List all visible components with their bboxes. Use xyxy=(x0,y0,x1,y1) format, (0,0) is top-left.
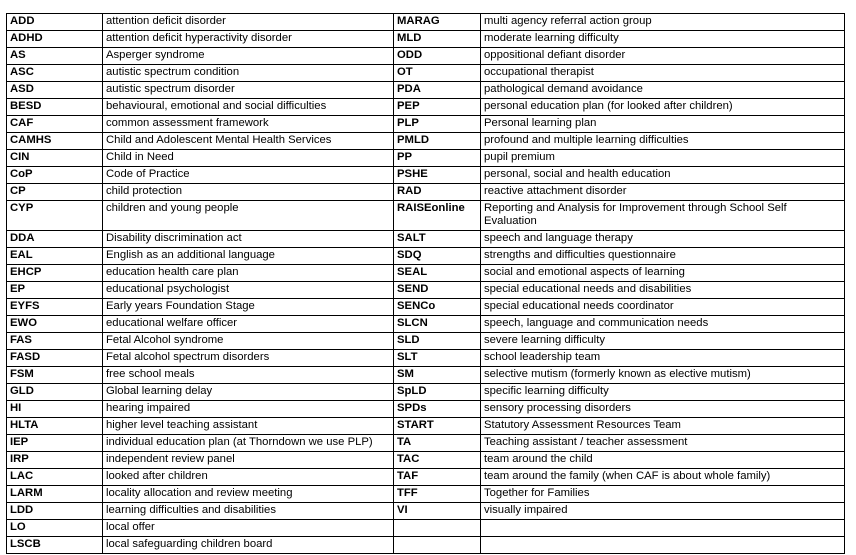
abbreviation-cell: PMLD xyxy=(394,133,481,150)
abbreviation-cell: DDA xyxy=(7,231,103,248)
abbreviation-cell: AS xyxy=(7,48,103,65)
abbreviation-cell: SDQ xyxy=(394,248,481,265)
definition-cell: autistic spectrum disorder xyxy=(103,82,394,99)
abbreviation-cell: EYFS xyxy=(7,299,103,316)
table-row xyxy=(7,184,845,201)
abbreviation-cell: TAC xyxy=(394,452,481,469)
abbreviation-cell: EWO xyxy=(7,316,103,333)
abbreviation-cell xyxy=(394,537,481,554)
table-row xyxy=(7,520,845,537)
definition-cell: occupational therapist xyxy=(481,65,845,82)
abbreviation-cell: LARM xyxy=(7,486,103,503)
abbreviation-cell: SLD xyxy=(394,333,481,350)
abbreviations-table xyxy=(6,13,845,554)
abbreviation-cell: CIN xyxy=(7,150,103,167)
definition-cell: pupil premium xyxy=(481,150,845,167)
abbreviations-table-body xyxy=(7,14,845,554)
definition-cell: multi agency referral action group xyxy=(481,14,845,31)
table-row xyxy=(7,350,845,367)
definition-cell xyxy=(481,537,845,554)
table-row xyxy=(7,435,845,452)
definition-cell: Child in Need xyxy=(103,150,394,167)
abbreviation-cell: PP xyxy=(394,150,481,167)
abbreviation-cell: TA xyxy=(394,435,481,452)
abbreviation-cell: EAL xyxy=(7,248,103,265)
definition-cell: education health care plan xyxy=(103,265,394,282)
abbreviation-cell: SM xyxy=(394,367,481,384)
definition-cell: personal, social and health education xyxy=(481,167,845,184)
definition-cell: school leadership team xyxy=(481,350,845,367)
definition-cell: locality allocation and review meeting xyxy=(103,486,394,503)
table-row xyxy=(7,167,845,184)
definition-cell: attention deficit disorder xyxy=(103,14,394,31)
definition-cell: learning difficulties and disabilities xyxy=(103,503,394,520)
abbreviation-cell: SLCN xyxy=(394,316,481,333)
definition-cell: attention deficit hyperactivity disorder xyxy=(103,31,394,48)
abbreviation-cell: TFF xyxy=(394,486,481,503)
table-row xyxy=(7,486,845,503)
definition-cell: Teaching assistant / teacher assessment xyxy=(481,435,845,452)
table-row xyxy=(7,14,845,31)
abbreviation-cell: LSCB xyxy=(7,537,103,554)
definition-cell: local offer xyxy=(103,520,394,537)
table-row xyxy=(7,469,845,486)
definition-cell: team around the child xyxy=(481,452,845,469)
definition-cell: severe learning difficulty xyxy=(481,333,845,350)
abbreviation-cell: FASD xyxy=(7,350,103,367)
abbreviation-cell: MLD xyxy=(394,31,481,48)
definition-cell: educational welfare officer xyxy=(103,316,394,333)
definition-cell: behavioural, emotional and social difficulties xyxy=(103,99,394,116)
definition-cell: sensory processing disorders xyxy=(481,401,845,418)
definition-cell: autistic spectrum condition xyxy=(103,65,394,82)
definition-cell: moderate learning difficulty xyxy=(481,31,845,48)
abbreviation-cell: OT xyxy=(394,65,481,82)
abbreviation-cell: PSHE xyxy=(394,167,481,184)
definition-cell: personal education plan (for looked after children) xyxy=(481,99,845,116)
definition-cell: educational psychologist xyxy=(103,282,394,299)
definition-cell: Statutory Assessment Resources Team xyxy=(481,418,845,435)
table-row xyxy=(7,333,845,350)
abbreviation-cell: IEP xyxy=(7,435,103,452)
abbreviation-cell: SPDs xyxy=(394,401,481,418)
definition-cell: pathological demand avoidance xyxy=(481,82,845,99)
abbreviation-cell: CAMHS xyxy=(7,133,103,150)
definition-cell: Child and Adolescent Mental Health Services xyxy=(103,133,394,150)
definition-cell: special educational needs coordinator xyxy=(481,299,845,316)
definition-cell: Early years Foundation Stage xyxy=(103,299,394,316)
abbreviation-cell: START xyxy=(394,418,481,435)
definition-cell: social and emotional aspects of learning xyxy=(481,265,845,282)
abbreviation-cell: CAF xyxy=(7,116,103,133)
definition-cell: team around the family (when CAF is about whole family) xyxy=(481,469,845,486)
abbreviation-cell: SLT xyxy=(394,350,481,367)
abbreviation-cell: HLTA xyxy=(7,418,103,435)
definition-cell: Asperger syndrome xyxy=(103,48,394,65)
abbreviation-cell: EP xyxy=(7,282,103,299)
definition-cell: reactive attachment disorder xyxy=(481,184,845,201)
abbreviation-cell: LDD xyxy=(7,503,103,520)
abbreviation-cell: ADHD xyxy=(7,31,103,48)
abbreviation-cell: SEAL xyxy=(394,265,481,282)
table-row xyxy=(7,31,845,48)
table-row xyxy=(7,201,845,231)
definition-cell: Together for Families xyxy=(481,486,845,503)
abbreviation-cell: LO xyxy=(7,520,103,537)
table-row xyxy=(7,265,845,282)
abbreviation-cell: CP xyxy=(7,184,103,201)
abbreviation-cell: ASD xyxy=(7,82,103,99)
abbreviation-cell: SALT xyxy=(394,231,481,248)
definition-cell: higher level teaching assistant xyxy=(103,418,394,435)
definition-cell: English as an additional language xyxy=(103,248,394,265)
abbreviation-cell: HI xyxy=(7,401,103,418)
definition-cell: local safeguarding children board xyxy=(103,537,394,554)
definition-cell xyxy=(481,520,845,537)
abbreviation-cell: SENCo xyxy=(394,299,481,316)
table-row xyxy=(7,150,845,167)
table-row xyxy=(7,116,845,133)
table-row xyxy=(7,367,845,384)
table-row xyxy=(7,418,845,435)
definition-cell: visually impaired xyxy=(481,503,845,520)
abbreviations-sheet xyxy=(6,13,844,554)
definition-cell: profound and multiple learning difficulties xyxy=(481,133,845,150)
table-row xyxy=(7,48,845,65)
abbreviation-cell: TAF xyxy=(394,469,481,486)
definition-cell: Code of Practice xyxy=(103,167,394,184)
table-row xyxy=(7,231,845,248)
table-row xyxy=(7,537,845,554)
abbreviation-cell: BESD xyxy=(7,99,103,116)
table-row xyxy=(7,65,845,82)
abbreviation-cell: ODD xyxy=(394,48,481,65)
table-row xyxy=(7,503,845,520)
definition-cell: speech, language and communication needs xyxy=(481,316,845,333)
abbreviation-cell: SpLD xyxy=(394,384,481,401)
table-row xyxy=(7,99,845,116)
abbreviation-cell: CoP xyxy=(7,167,103,184)
definition-cell: selective mutism (formerly known as elective mutism) xyxy=(481,367,845,384)
definition-cell: oppositional defiant disorder xyxy=(481,48,845,65)
abbreviation-cell: IRP xyxy=(7,452,103,469)
abbreviation-cell: EHCP xyxy=(7,265,103,282)
abbreviation-cell: ASC xyxy=(7,65,103,82)
definition-cell: speech and language therapy xyxy=(481,231,845,248)
definition-cell: Fetal alcohol spectrum disorders xyxy=(103,350,394,367)
table-row xyxy=(7,452,845,469)
abbreviation-cell: PLP xyxy=(394,116,481,133)
definition-cell: special educational needs and disabilities xyxy=(481,282,845,299)
table-row xyxy=(7,282,845,299)
table-row xyxy=(7,316,845,333)
table-row xyxy=(7,384,845,401)
table-row xyxy=(7,133,845,150)
table-row xyxy=(7,248,845,265)
definition-cell: strengths and difficulties questionnaire xyxy=(481,248,845,265)
abbreviation-cell: RAD xyxy=(394,184,481,201)
definition-cell: Fetal Alcohol syndrome xyxy=(103,333,394,350)
definition-cell: Reporting and Analysis for Improvement through School Self Evaluation xyxy=(481,201,845,231)
definition-cell: common assessment framework xyxy=(103,116,394,133)
abbreviation-cell: MARAG xyxy=(394,14,481,31)
definition-cell: Personal learning plan xyxy=(481,116,845,133)
table-row xyxy=(7,299,845,316)
abbreviation-cell xyxy=(394,520,481,537)
table-row xyxy=(7,82,845,99)
abbreviation-cell: GLD xyxy=(7,384,103,401)
abbreviation-cell: FSM xyxy=(7,367,103,384)
definition-cell: free school meals xyxy=(103,367,394,384)
abbreviation-cell: RAISEonline xyxy=(394,201,481,231)
table-row xyxy=(7,401,845,418)
definition-cell: Disability discrimination act xyxy=(103,231,394,248)
abbreviation-cell: VI xyxy=(394,503,481,520)
definition-cell: hearing impaired xyxy=(103,401,394,418)
definition-cell: Global learning delay xyxy=(103,384,394,401)
abbreviation-cell: PDA xyxy=(394,82,481,99)
abbreviation-cell: CYP xyxy=(7,201,103,231)
abbreviation-cell: PEP xyxy=(394,99,481,116)
definition-cell: child protection xyxy=(103,184,394,201)
definition-cell: individual education plan (at Thorndown we use PLP) xyxy=(103,435,394,452)
definition-cell: children and young people xyxy=(103,201,394,231)
abbreviation-cell: ADD xyxy=(7,14,103,31)
abbreviation-cell: LAC xyxy=(7,469,103,486)
definition-cell: independent review panel xyxy=(103,452,394,469)
abbreviation-cell: FAS xyxy=(7,333,103,350)
abbreviation-cell: SEND xyxy=(394,282,481,299)
definition-cell: looked after children xyxy=(103,469,394,486)
definition-cell: specific learning difficulty xyxy=(481,384,845,401)
